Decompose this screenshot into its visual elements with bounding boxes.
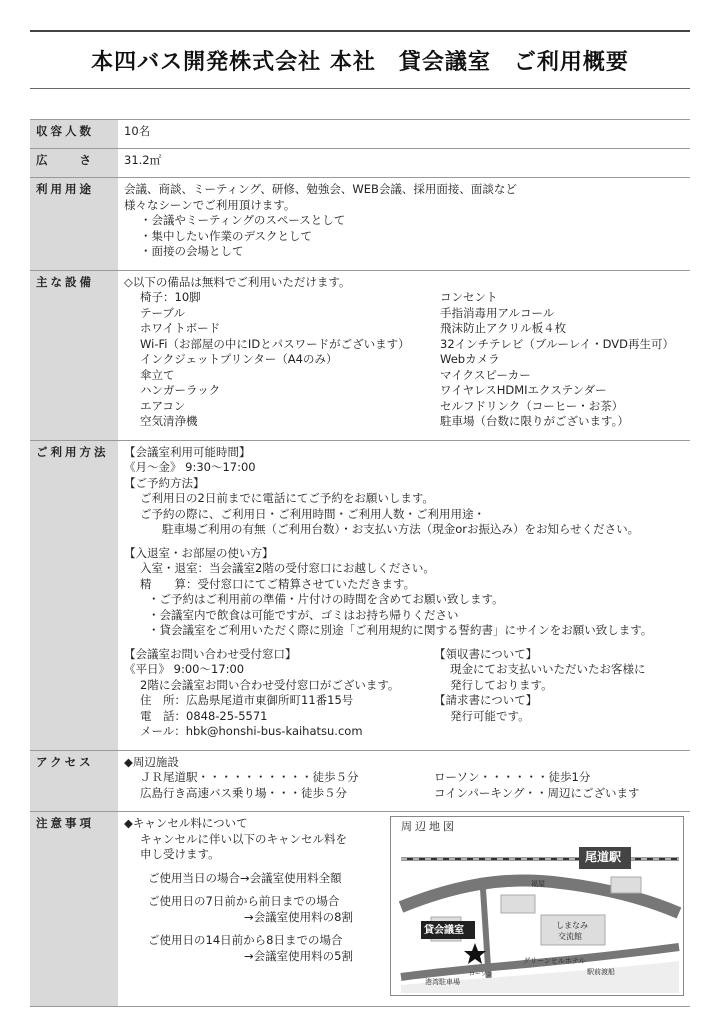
access-item: ＪＲ尾道駅・・・・・・・・・・徒歩５分 (140, 770, 359, 784)
reserve-line: ご利用日の2日前までに電話にてご予約をお願いします。 (140, 491, 434, 505)
enter-line: 入室・退室：当会議室2階の受付窓口にお越しください。 (140, 561, 435, 575)
access-heading: ◆周辺施設 (124, 754, 179, 769)
info-table (30, 119, 690, 1007)
page-title: 本四バス開発株式会社 本社 貸会議室 ご利用概要 (30, 30, 690, 89)
map-ferry-label: 駅前渡船 (587, 968, 615, 976)
usage-item: ・面接の会場として (140, 244, 244, 258)
contact-address: 住 所：広島県尾道市東御所町11番15号 (140, 693, 354, 707)
usage-item: ・会議やミーティングのスペースとして (140, 213, 346, 227)
invoice-line: 発行可能です。 (450, 708, 530, 723)
map-hotel-label: グリーンヒルホテル (523, 957, 586, 965)
access-item: コインパーキング・・周辺にございます (434, 785, 640, 800)
row-capacity (30, 120, 690, 149)
area-value: 31.2㎡ (118, 149, 690, 178)
map-shimanami-label: しまなみ (556, 921, 588, 930)
usage-line: 様々なシーンでご利用頂けます。 (124, 197, 296, 212)
contact-hours: 《平日》 9:00～17:00 (124, 662, 245, 676)
usage-line: 会議、商談、ミーティング、研修、勉強会、WEB会議、採用面接、面談など (124, 182, 517, 196)
equipment-item: 手指消毒用アルコール (440, 305, 555, 320)
usage-item: ・集中したい作業のデスクとして (140, 228, 313, 243)
method-label: ご利用方法 (30, 440, 118, 750)
equipment-item: 傘立て (140, 367, 175, 382)
capacity-label: 収容人数 (30, 120, 118, 149)
enter-note: ・会議室内で飲食は可能ですが、ゴミはお持ち帰りください (148, 607, 459, 622)
invoice-heading: 【請求書について】 (434, 693, 538, 707)
map-room-label: 貸会議室 (424, 925, 464, 936)
equipment-item: ホワイトボード (140, 321, 221, 335)
row-method (30, 440, 690, 750)
row-usage (30, 178, 690, 271)
room-star-icon (464, 943, 486, 964)
capacity-value: 10名 (118, 120, 690, 149)
equipment-item: 椅子：10脚 (140, 290, 201, 304)
contact-block (124, 647, 434, 740)
equipment-item: マイクスピーカー (440, 367, 531, 382)
reserve-line: 駐車場ご利用の有無（ご利用台数）・お支払い方法（現金orお振込み）をお知らせください。 (162, 522, 640, 536)
cancel-fee: ご使用日の7日前から前日までの場合 (148, 894, 340, 908)
cancel-fee: →会議室使用料の5割 (244, 948, 353, 963)
reserve-heading: 【ご予約方法】 (124, 475, 205, 490)
map-lawson-label: ローソン (469, 971, 493, 978)
area-label: 広 さ (30, 149, 118, 178)
contact-desc: 2階に会議室お問い合わせ受付窓口がございます。 (140, 677, 400, 692)
enter-line: 精 算：受付窓口にてご精算させていただきます。 (140, 576, 416, 591)
equipment-label: 主な設備 (30, 270, 118, 440)
enter-note: ・ご予約はご利用前の準備・片付けの時間を含めてお願い致します。 (148, 592, 504, 606)
contact-mail: メール：hbk@honshi-bus-kaihatsu.com (140, 724, 363, 738)
row-equipment (30, 270, 690, 440)
equipment-item: 空気清浄機 (140, 414, 198, 428)
reserve-line: ご予約の際に、ご利用日・ご利用時間・ご利用人数・ご利用用途・ (140, 506, 485, 521)
hours-heading: 【会議室利用可能時間】 (124, 444, 251, 459)
cancel-block (124, 816, 390, 996)
cancel-fee: ご使用日の14日前から8日までの場合 (148, 933, 343, 947)
contact-heading: 【会議室お問い合わせ受付窓口】 (124, 646, 297, 661)
hours-value: 《月～金》 9:30～17:00 (124, 460, 256, 474)
equipment-item: コンセント (440, 290, 498, 304)
notice-label: 注意事項 (30, 812, 118, 1007)
method-content (118, 440, 690, 750)
receipt-line: 発行しております。 (450, 677, 553, 692)
equipment-item: ワイヤレスHDMIエクステンダー (440, 383, 607, 397)
equipment-item: テーブル (140, 305, 185, 320)
cancel-fee: ご使用当日の場合→会議室使用料全額 (148, 870, 342, 885)
map-container (390, 816, 684, 996)
equipment-item: エアコン (140, 398, 186, 413)
map-station-label: 尾道駅 (585, 850, 622, 864)
equipment-left-list (124, 290, 440, 430)
equipment-item: ハンガーラック (140, 383, 221, 397)
area-map (390, 816, 684, 996)
equipment-item: セルフドリンク（コーヒー・お茶） (440, 398, 624, 413)
document (30, 30, 690, 1007)
equipment-intro: ◇以下の備品は無料でご利用いただけます。 (124, 274, 351, 289)
row-notice (30, 812, 690, 1007)
cancel-intro: 申し受けます。 (140, 847, 220, 861)
cancel-intro: キャンセルに伴い以下のキャンセル料を (140, 831, 347, 846)
row-access (30, 750, 690, 812)
notice-content (118, 812, 690, 1007)
usage-label: 利用用途 (30, 178, 118, 271)
enter-heading: 【入退室・お部屋の使い方】 (124, 545, 274, 560)
contact-tel: 電 話：0848-25-5571 (140, 708, 268, 723)
equipment-item: 駐車場（台数に限りがございます。） (440, 414, 629, 428)
usage-content (118, 178, 690, 271)
access-item: ローソン・・・・・・徒歩1分 (434, 770, 591, 784)
enter-note: ・貸会議室をご利用いただく際に別途「ご利用規約に関する誓約書」にサインをお願い致します。 (148, 623, 653, 637)
map-parking-label: 港湾駐車場 (425, 978, 460, 986)
access-left (124, 770, 434, 801)
equipment-content (118, 270, 690, 440)
receipt-line: 現金にてお支払いいただいたお客様に (450, 662, 646, 676)
equipment-item: Wi-Fi（お部屋の中にIDとパスワードがございます） (140, 336, 410, 351)
equipment-right-list (440, 290, 684, 430)
map-title: 周辺地図 (391, 817, 467, 837)
access-label: アクセス (30, 750, 118, 812)
cancel-fee: →会議室使用料の8割 (244, 909, 353, 924)
access-item: 広島行き高速バス乗り場・・・徒歩５分 (140, 785, 347, 800)
equipment-item: Webカメラ (440, 352, 500, 366)
access-right (434, 770, 684, 801)
access-content (118, 750, 690, 812)
equipment-item: 飛沫防止アクリル板４枚 (440, 321, 567, 335)
cancel-heading: ◆キャンセル料について (124, 816, 248, 830)
map-fukuya-label: 福屋 (531, 880, 545, 888)
row-area (30, 149, 690, 178)
equipment-item: 32インチテレビ（ブルーレイ・DVD再生可） (440, 336, 675, 351)
map-koryukan-label: 交流館 (558, 932, 582, 941)
equipment-item: インクジェットプリンター（A4のみ） (140, 352, 338, 366)
receipt-block (434, 647, 684, 740)
receipt-heading: 【領収書について】 (434, 646, 538, 661)
